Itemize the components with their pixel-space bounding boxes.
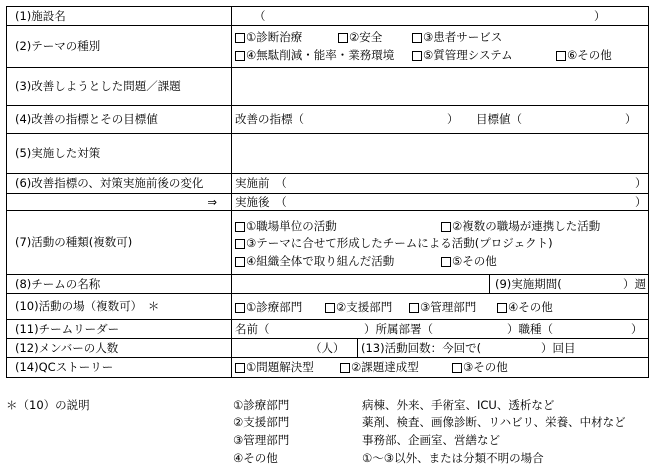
leader-job-text: ）職種（ <box>507 321 553 336</box>
activity-option-2[interactable]: ②複数の職場が連携した活動 <box>441 219 600 234</box>
checkbox-icon <box>452 363 462 373</box>
checkbox-icon <box>325 303 335 313</box>
measures-label: (5)実施した対策 <box>6 134 232 174</box>
checkbox-icon <box>235 51 245 61</box>
qc-option-3[interactable]: ③その他 <box>452 360 508 375</box>
place-option-3[interactable]: ③管理部門 <box>409 300 476 315</box>
facility-name-field[interactable] <box>232 6 649 26</box>
checkbox-icon <box>409 303 419 313</box>
notes-heading: ＊（10）の説明 <box>6 398 90 412</box>
member-count-label: (12)メンバーの人数 <box>6 339 232 358</box>
checkbox-icon <box>556 51 566 61</box>
theme-option-3[interactable]: ③患者サービス <box>412 30 502 45</box>
before-close: ） <box>635 176 647 190</box>
activity-count-text: (13)活動回数：今回で( <box>361 340 482 355</box>
theme-option-5[interactable]: ⑤質管理システム <box>412 48 513 63</box>
before-text: 実施前 （ <box>235 176 287 190</box>
activity-count-unit: ）回目 <box>541 340 576 355</box>
activity-place-options <box>232 294 649 320</box>
target-close: ） <box>625 112 637 126</box>
theme-option-1[interactable]: ①診断治療 <box>235 30 302 45</box>
qc-story-label: (14)QCストーリー <box>6 358 232 378</box>
theme-option-2[interactable]: ②安全 <box>338 30 382 45</box>
facility-name-open-paren: （ <box>254 8 266 23</box>
activity-count-field[interactable] <box>358 339 649 358</box>
after-field[interactable] <box>232 194 649 211</box>
change-arrow-cell <box>6 194 232 211</box>
checkbox-icon <box>235 363 245 373</box>
place-option-1[interactable]: ①診療部門 <box>235 300 302 315</box>
checkbox-icon <box>441 257 451 267</box>
period-unit: ）週 <box>623 276 646 291</box>
arrow-right-icon: ⇒ <box>207 194 217 209</box>
checkbox-icon <box>412 33 422 43</box>
facility-name-close-paren: ） <box>594 8 606 23</box>
indicator-label: (4)改善の指標とその目標値 <box>6 106 232 134</box>
after-close: ） <box>635 194 647 209</box>
change-label: (6)改善指標の、対策実施前後の変化 <box>6 174 232 194</box>
activity-type-label: (7)活動の種類(複数可) <box>6 211 232 275</box>
checkbox-icon <box>412 51 422 61</box>
checkbox-icon <box>235 239 245 249</box>
leader-dept-text: ）所属部署（ <box>364 321 433 336</box>
activity-option-1[interactable]: ①職場単位の活動 <box>235 219 337 234</box>
qc-option-2[interactable]: ②課題達成型 <box>340 360 419 375</box>
note-term: ②支援部門 <box>233 415 290 429</box>
qc-story-options <box>232 358 649 378</box>
indicator-field[interactable] <box>232 106 649 134</box>
period-field[interactable] <box>490 275 649 294</box>
note-term: ④その他 <box>233 451 278 465</box>
facility-name-label: (1)施設名 <box>6 6 232 26</box>
note-term: ③管理部門 <box>233 433 290 447</box>
checkbox-icon <box>235 222 245 232</box>
member-count-field[interactable] <box>232 339 358 358</box>
activity-type-options <box>232 211 649 275</box>
note-desc: 薬剤、検査、画像診断、リハビリ、栄養、中材など <box>362 415 626 429</box>
theme-type-label: (2)テーマの種別 <box>6 26 232 68</box>
problem-field[interactable] <box>232 68 649 106</box>
checkbox-icon <box>338 33 348 43</box>
activity-option-5[interactable]: ⑤その他 <box>441 254 497 269</box>
leader-name-text: 名前（ <box>235 321 270 336</box>
team-leader-label: (11)チームリーダー <box>6 320 232 339</box>
note-desc: 病棟、外来、手術室、ICU、透析など <box>362 398 555 412</box>
checkbox-icon <box>497 303 507 313</box>
checkbox-icon <box>441 222 451 232</box>
member-unit: （人） <box>310 340 345 355</box>
before-field[interactable] <box>232 174 649 194</box>
checkbox-icon <box>340 363 350 373</box>
note-term: ①診療部門 <box>233 398 290 412</box>
activity-option-4[interactable]: ④組織全体で取り組んだ活動 <box>235 254 394 269</box>
after-text: 実施後 （ <box>235 194 287 209</box>
place-option-4[interactable]: ④その他 <box>497 300 553 315</box>
target-text: 目標値（ <box>476 112 522 126</box>
theme-option-6[interactable]: ⑥その他 <box>556 48 612 63</box>
problem-label: (3)改善しようとした問題／課題 <box>6 68 232 106</box>
activity-place-label: (10)活動の場（複数可） ＊ <box>6 294 232 320</box>
checkbox-icon <box>235 33 245 43</box>
activity-option-3[interactable]: ③テーマに合せて形成したチームによる活動(プロジェクト) <box>235 236 553 251</box>
team-name-field[interactable] <box>232 275 490 294</box>
note-desc: 事務部、企画室、営繕など <box>362 433 500 447</box>
checkbox-icon <box>235 303 245 313</box>
indicator-text: 改善の指標（ <box>235 112 304 126</box>
theme-type-options <box>232 26 649 68</box>
leader-job-close: ） <box>631 321 643 336</box>
team-leader-field[interactable] <box>232 320 649 339</box>
qc-option-1[interactable]: ①問題解決型 <box>235 360 314 375</box>
notes-section <box>0 395 654 475</box>
checkbox-icon <box>235 257 245 267</box>
theme-option-4[interactable]: ④無駄削減・能率・業務環境 <box>235 48 394 63</box>
note-desc: ①～③以外、または分類不明の場合 <box>362 451 544 465</box>
team-name-label: (8)チームの名称 <box>6 275 232 294</box>
indicator-close: ） <box>447 112 459 126</box>
period-text: (9)実施期間( <box>495 276 562 291</box>
measures-field[interactable] <box>232 134 649 174</box>
place-option-2[interactable]: ②支援部門 <box>325 300 392 315</box>
